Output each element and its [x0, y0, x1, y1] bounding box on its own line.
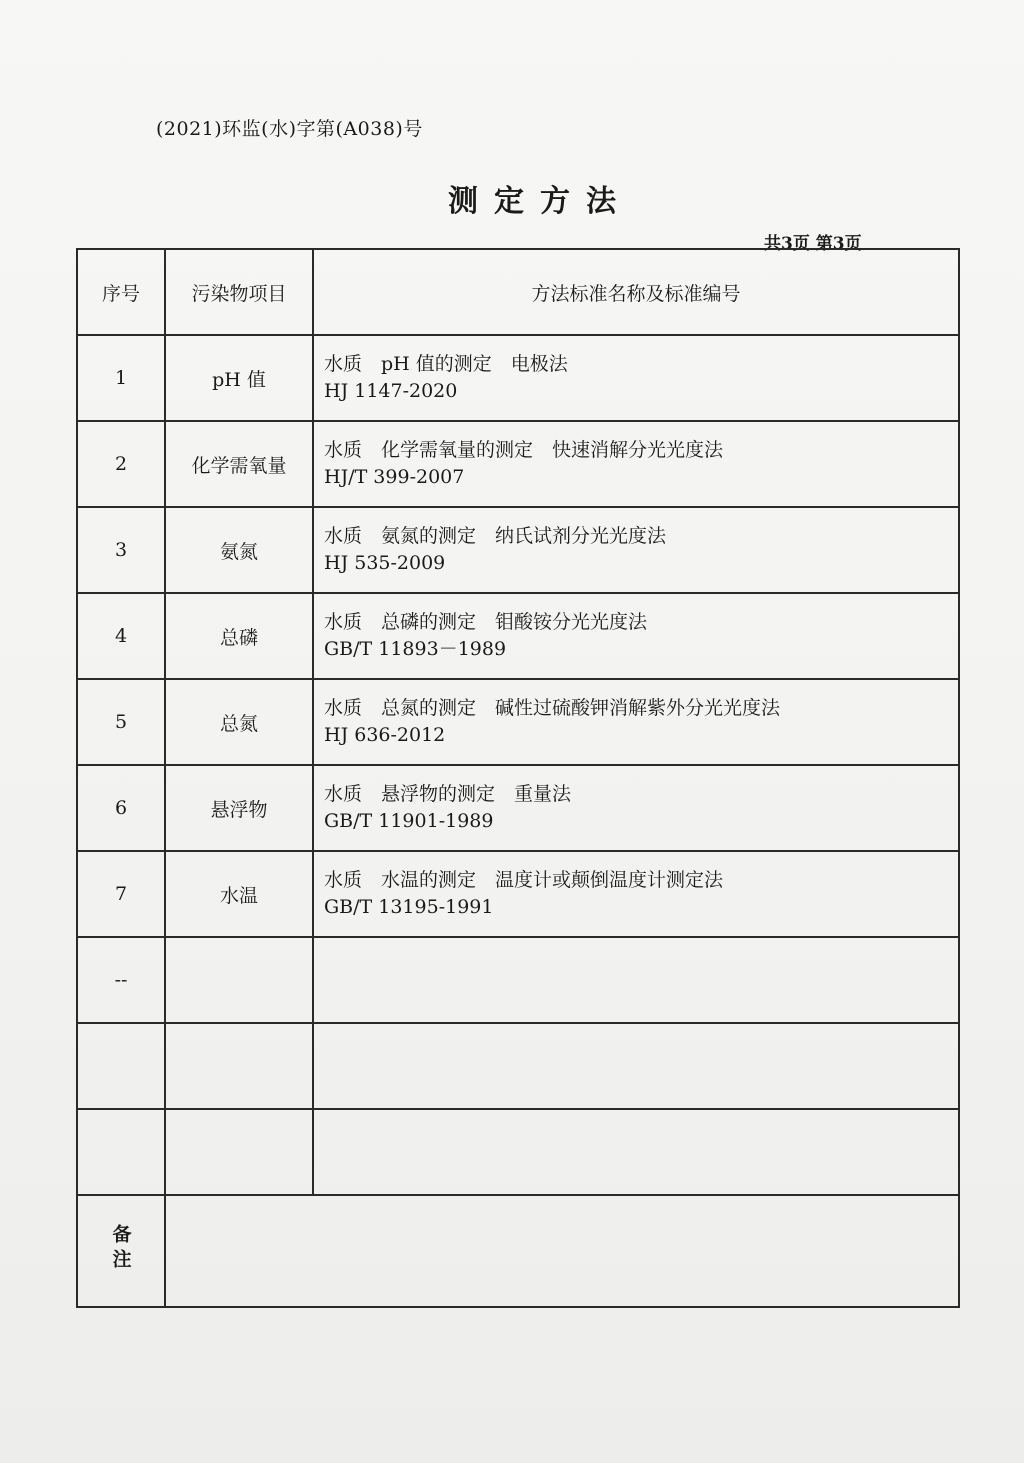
- table-header-row: [77, 249, 959, 335]
- row-method: [313, 1023, 959, 1109]
- row-item: 悬浮物: [165, 765, 313, 851]
- page-title: 测定方法: [448, 184, 632, 219]
- header-method: 方法标准名称及标准编号: [313, 249, 959, 335]
- table-row: [77, 937, 959, 1023]
- row-no: [77, 1023, 165, 1109]
- method-name: 水质 总磷的测定 钼酸铵分光光度法: [324, 611, 648, 633]
- row-no: 1: [77, 335, 165, 421]
- row-no: [77, 1109, 165, 1195]
- row-method: [313, 1109, 959, 1195]
- row-item: 氨氮: [165, 507, 313, 593]
- table-row: [77, 421, 959, 507]
- row-item: pH 值: [165, 335, 313, 421]
- method-name: 水质 氨氮的测定 纳氏试剂分光光度法: [324, 525, 667, 547]
- method-code: HJ 1147-2020: [324, 380, 458, 402]
- method-code: GB/T 11893－1989: [324, 638, 507, 660]
- table-row: [77, 507, 959, 593]
- method-name: 水质 总氮的测定 碱性过硫酸钾消解紫外分光光度法: [324, 697, 781, 719]
- method-code: HJ 535-2009: [324, 552, 446, 574]
- row-method: [313, 937, 959, 1023]
- method-name: 水质 pH 值的测定 电极法: [324, 353, 568, 375]
- method-name: 水质 悬浮物的测定 重量法: [324, 783, 572, 805]
- row-method: [313, 507, 959, 593]
- table-row: [77, 851, 959, 937]
- row-method: [313, 421, 959, 507]
- header-no: 序号: [77, 249, 165, 335]
- notes-row: [77, 1195, 959, 1307]
- table-row: [77, 765, 959, 851]
- method-name: 水质 水温的测定 温度计或颠倒温度计测定法: [324, 869, 724, 891]
- row-no: --: [77, 937, 165, 1023]
- row-method: [313, 335, 959, 421]
- row-no: 3: [77, 507, 165, 593]
- row-method: [313, 679, 959, 765]
- notes-label-cell: [77, 1195, 165, 1307]
- table-row: [77, 679, 959, 765]
- row-no: 4: [77, 593, 165, 679]
- row-no: 6: [77, 765, 165, 851]
- table-row: [77, 593, 959, 679]
- row-item: [165, 1109, 313, 1195]
- table-row: [77, 1023, 959, 1109]
- row-no: 5: [77, 679, 165, 765]
- table-row: [77, 1109, 959, 1195]
- method-code: HJ 636-2012: [324, 724, 446, 746]
- table-row: [77, 335, 959, 421]
- row-method: [313, 851, 959, 937]
- methods-table: [76, 248, 960, 1308]
- method-code: GB/T 13195-1991: [324, 896, 494, 918]
- row-item: 总氮: [165, 679, 313, 765]
- row-no: 7: [77, 851, 165, 937]
- row-item: 总磷: [165, 593, 313, 679]
- header-item: 污染物项目: [165, 249, 313, 335]
- row-no: 2: [77, 421, 165, 507]
- method-name: 水质 化学需氧量的测定 快速消解分光光度法: [324, 439, 724, 461]
- row-item: [165, 1023, 313, 1109]
- notes-label: 备注: [109, 1223, 132, 1274]
- method-code: HJ/T 399-2007: [324, 466, 465, 488]
- method-code: GB/T 11901-1989: [324, 810, 494, 832]
- notes-value: [165, 1195, 959, 1307]
- page-count: 共3页 第3页: [764, 234, 862, 254]
- row-method: [313, 593, 959, 679]
- row-item: 水温: [165, 851, 313, 937]
- document-number: (2021)环监(水)字第(A038)号: [156, 118, 423, 140]
- row-item: [165, 937, 313, 1023]
- row-item: 化学需氧量: [165, 421, 313, 507]
- row-method: [313, 765, 959, 851]
